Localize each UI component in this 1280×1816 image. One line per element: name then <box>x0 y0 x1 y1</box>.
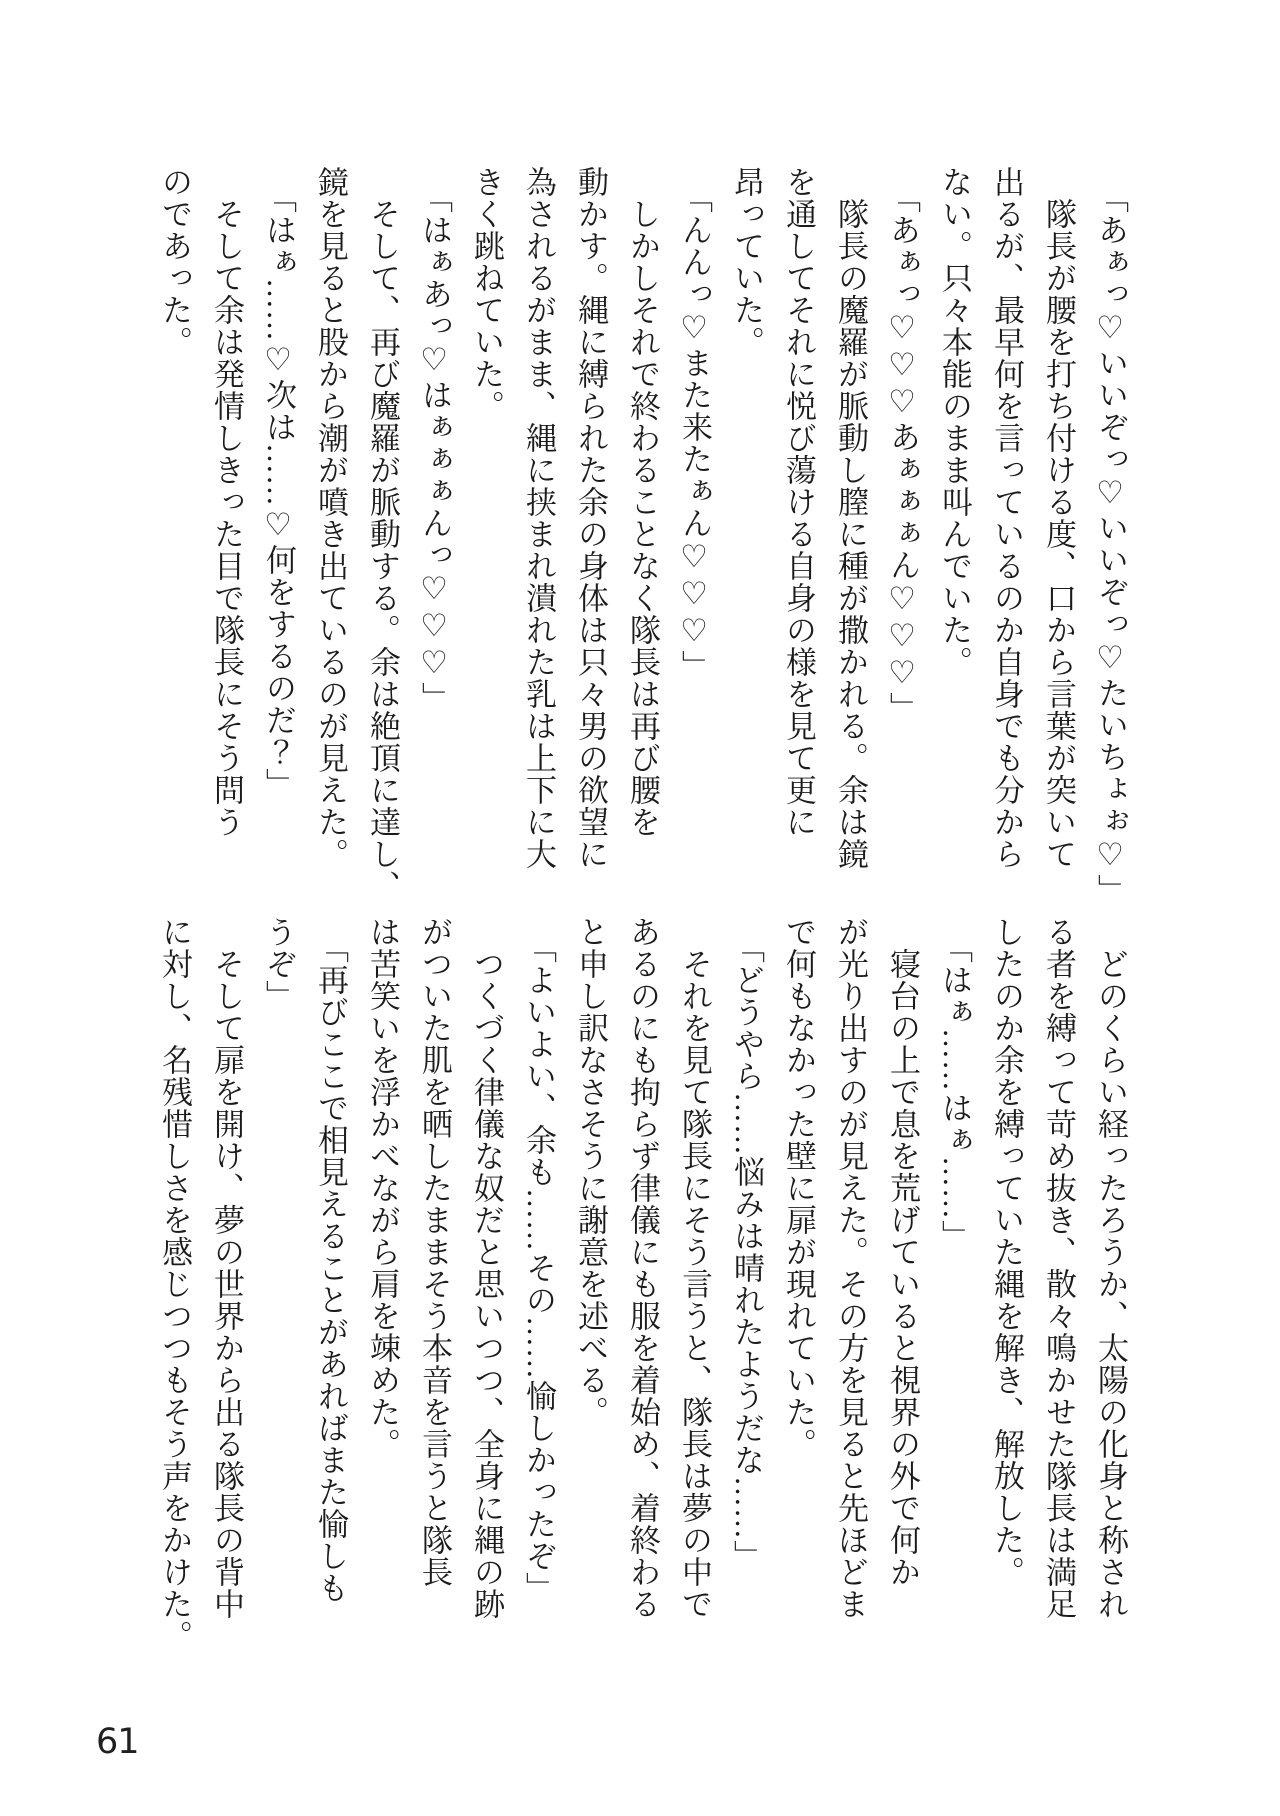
text-column: ない。只々本能のまま叫んでいた。 <box>937 166 972 678</box>
text-column: 出るが、最早何を言っているのか自身でも分から <box>989 166 1024 870</box>
text-block-top <box>148 166 1136 906</box>
text-column: そして余は発情しきった目で隊長にそう問う <box>209 198 244 838</box>
text-column: 「あぁっ♡♡♡あぁぁぁん♡♡♡」 <box>885 182 920 724</box>
text-column: 寝台の上で息を荒げていると視界の外で何か <box>885 948 920 1588</box>
text-column: 隊長が腰を打ち付ける度、口から言葉が突いて <box>1041 198 1076 870</box>
text-column: 「あぁっ♡いいぞっ♡いいぞっ♡たいちょぉ♡」 <box>1093 182 1128 906</box>
text-column: うぞ」 <box>261 916 296 1012</box>
text-column: どのくらい経ったろうか、太陽の化身と称され <box>1093 948 1128 1620</box>
text-column: したのか余を縛っていた縄を解き、解放した。 <box>989 916 1024 1588</box>
text-column: のであった。 <box>157 166 192 358</box>
text-block-bottom <box>148 916 1136 1664</box>
text-column: しかしそれで終わることなく隊長は再び腰を <box>625 198 660 838</box>
text-column: に対し、名残惜しさを感じつつもそう声をかけた。 <box>157 916 192 1652</box>
text-column: そして扉を開け、夢の世界から出る隊長の背中 <box>209 948 244 1620</box>
text-column: 「よいよい、余も……その……愉しかったぞ」 <box>521 932 556 1604</box>
text-column: がついた肌を晒したままそう本音を言うと隊長 <box>417 916 452 1588</box>
text-column: あるのにも拘らず律儀にも服を着始め、着終わる <box>625 916 660 1620</box>
text-column: 「はぁ……♡次は……♡何をするのだ？」 <box>261 182 296 800</box>
text-column: を通してそれに悦び蕩ける自身の様を見て更に <box>781 166 816 838</box>
text-column: 「再びここで相見えることがあればまた愉しも <box>313 932 348 1604</box>
text-column: 「どうやら……悩みは晴れたようだな……」 <box>729 932 764 1572</box>
text-column: それを見て隊長にそう言うと、隊長は夢の中で <box>677 948 712 1620</box>
text-column: きく跳ねていた。 <box>469 166 504 422</box>
text-column: 為されるがまま、縄に挟まれ潰れた乳は上下に大 <box>521 166 556 870</box>
text-column: が光り出すのが見えた。その方を見ると先ほどま <box>833 916 868 1620</box>
text-column: は苦笑いを浮かべながら肩を竦めた。 <box>365 916 400 1460</box>
text-column: で何もなかった壁に扉が現れていた。 <box>781 916 816 1460</box>
text-column: 鏡を見ると股から潮が噴き出ているのが見えた。 <box>313 166 348 870</box>
text-column: る者を縛って苛め抜き、散々鳴かせた隊長は満足 <box>1041 916 1076 1620</box>
text-column: 「はぁ……はぁ……」 <box>937 932 972 1252</box>
text-column: 「はぁあっ♡はぁぁぁんっ♡♡♡」 <box>417 182 452 714</box>
text-column: そして、再び魔羅が脈動する。余は絶頂に達し、 <box>365 198 400 902</box>
text-column: 隊長の魔羅が脈動し膣に種が撒かれる。余は鏡 <box>833 198 868 870</box>
page-number: 61 <box>96 1722 139 1762</box>
text-column: と申し訳なさそうに謝意を述べる。 <box>573 916 608 1428</box>
text-column: つくづく律儀な奴だと思いつつ、全身に縄の跡 <box>469 948 504 1620</box>
text-column: 「んんっ♡また来たぁん♡♡♡」 <box>677 182 712 682</box>
text-column: 昂っていた。 <box>729 166 764 358</box>
text-column: 動かす。縄に縛られた余の身体は只々男の欲望に <box>573 166 608 870</box>
